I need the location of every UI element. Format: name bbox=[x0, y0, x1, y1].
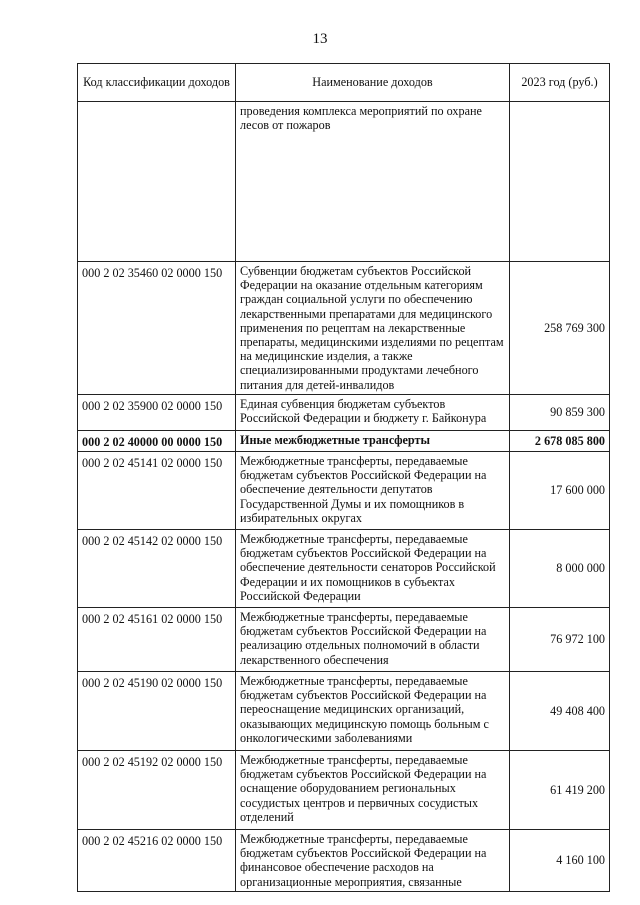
row-amount: 17 600 000 bbox=[510, 452, 610, 530]
table-row bbox=[78, 751, 610, 830]
income-table bbox=[77, 63, 610, 892]
row-code: 000 2 02 45161 02 0000 150 bbox=[78, 608, 236, 672]
row-code: 000 2 02 45141 02 0000 150 bbox=[78, 452, 236, 530]
table-row bbox=[78, 530, 610, 608]
row-code bbox=[78, 102, 236, 262]
row-code: 000 2 02 45190 02 0000 150 bbox=[78, 672, 236, 751]
row-name: Межбюджетные трансферты, передаваемые бюджетам субъектов Российской Федерации на финансовое обеспечение расходов на организационные мероприятия, связанные bbox=[236, 830, 510, 892]
row-amount bbox=[510, 102, 610, 262]
header-amount: 2023 год (руб.) bbox=[510, 64, 610, 102]
row-name: Единая субвенция бюджетам субъектов Российской Федерации и бюджету г. Байконура bbox=[236, 394, 510, 430]
row-amount: 49 408 400 bbox=[510, 672, 610, 751]
row-name: Межбюджетные трансферты, передаваемые бюджетам субъектов Российской Федерации на оснащение оборудованием региональных сосудистых центров и первичных сосудистых отделений bbox=[236, 751, 510, 830]
row-amount: 61 419 200 bbox=[510, 751, 610, 830]
row-amount: 8 000 000 bbox=[510, 530, 610, 608]
row-amount: 76 972 100 bbox=[510, 608, 610, 672]
row-name: проведения комплекса мероприятий по охране лесов от пожаров bbox=[236, 102, 510, 262]
header-name: Наименование доходов bbox=[236, 64, 510, 102]
row-name: Межбюджетные трансферты, передаваемые бюджетам субъектов Российской Федерации на обеспечение деятельности депутатов Государственной Думы и их помощников в избирательных округах bbox=[236, 452, 510, 530]
row-name: Субвенции бюджетам субъектов Российской Федерации на оказание отдельным категориям граждан социальной услуги по обеспечению лекарственными препаратами для медицинского применения по рецептам на лекарственные препараты, медицинскими изделиями по рецептам на медицинские изделия, а также специализированными продуктами лечебного питания для детей-инвалидов bbox=[236, 262, 510, 395]
row-name: Межбюджетные трансферты, передаваемые бюджетам субъектов Российской Федерации на реализацию отдельных полномочий в области лекарственного обеспечения bbox=[236, 608, 510, 672]
table-row bbox=[78, 452, 610, 530]
row-name: Межбюджетные трансферты, передаваемые бюджетам субъектов Российской Федерации на переоснащение медицинских организаций, оказывающих медицинскую помощь больным с онкологическими заболеваниями bbox=[236, 672, 510, 751]
table-header-row bbox=[78, 64, 610, 102]
table-row bbox=[78, 262, 610, 395]
row-amount: 4 160 100 bbox=[510, 830, 610, 892]
table-row bbox=[78, 394, 610, 430]
page-number: 13 bbox=[312, 31, 328, 47]
row-code: 000 2 02 45142 02 0000 150 bbox=[78, 530, 236, 608]
table-row-total bbox=[78, 430, 610, 451]
row-code: 000 2 02 40000 00 0000 150 bbox=[78, 430, 236, 451]
row-name: Иные межбюджетные трансферты bbox=[236, 430, 510, 451]
table-row bbox=[78, 102, 610, 262]
row-code: 000 2 02 45192 02 0000 150 bbox=[78, 751, 236, 830]
header-code: Код классификации доходов bbox=[78, 64, 236, 102]
row-amount: 258 769 300 bbox=[510, 262, 610, 395]
row-amount: 2 678 085 800 bbox=[510, 430, 610, 451]
row-amount: 90 859 300 bbox=[510, 394, 610, 430]
row-name: Межбюджетные трансферты, передаваемые бюджетам субъектов Российской Федерации на обеспечение деятельности сенаторов Российской Федерации и их помощников в субъектах Российской Федерации bbox=[236, 530, 510, 608]
table-row bbox=[78, 830, 610, 892]
row-code: 000 2 02 35900 02 0000 150 bbox=[78, 394, 236, 430]
table-row bbox=[78, 672, 610, 751]
row-code: 000 2 02 45216 02 0000 150 bbox=[78, 830, 236, 892]
row-code: 000 2 02 35460 02 0000 150 bbox=[78, 262, 236, 395]
table-row bbox=[78, 608, 610, 672]
